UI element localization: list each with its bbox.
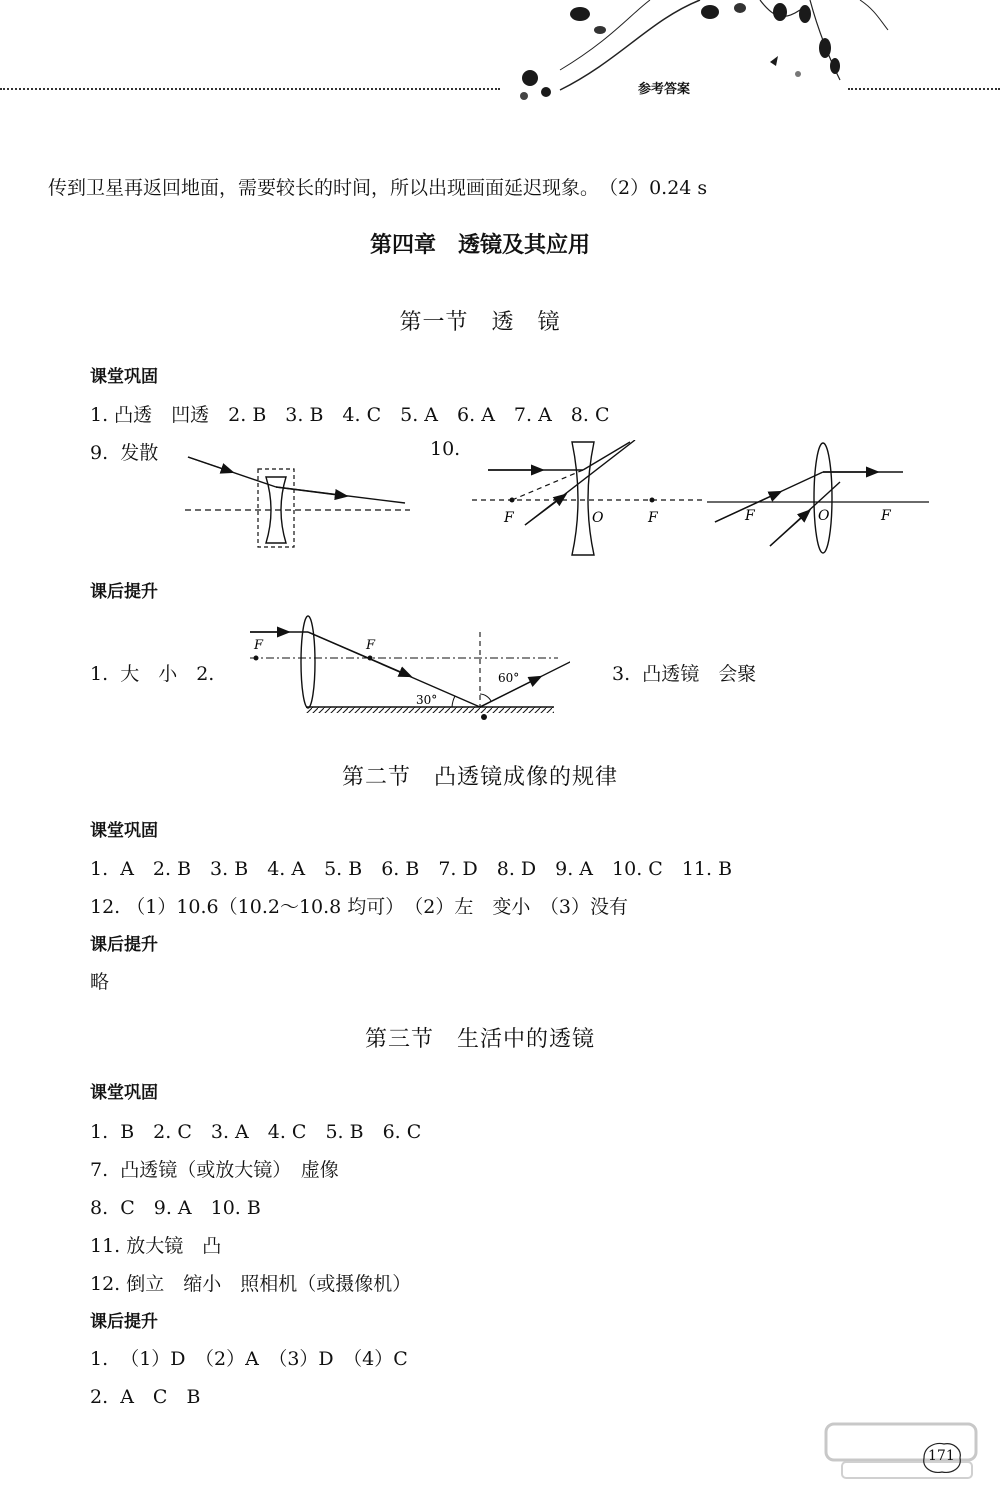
page-number: 171 [928, 1448, 955, 1464]
fig-after-F-right: F [366, 638, 376, 653]
section1-after-3: 3. 凸透镜 会聚 [612, 663, 757, 685]
section2-answers-1-11: 1. A 2. B 3. B 4. A 5. B 6. B 7. D 8. D 9. A 10. C 11. B [90, 858, 733, 880]
fig-after-F-left: F [254, 638, 264, 653]
fig10b-F-left: F [745, 508, 755, 524]
section3-after-1: 1. （1）D （2）A （3）D （4）C [90, 1348, 408, 1370]
figure-9-concave-lens [180, 455, 415, 555]
section2-sub1: 课堂巩固 [90, 821, 158, 841]
section3-answers-8-10: 8. C 9. A 10. B [90, 1197, 261, 1219]
section1-sub1: 课堂巩固 [90, 367, 158, 387]
section3-answer-7: 7. 凸透镜（或放大镜） 虚像 [90, 1159, 339, 1181]
section1-answer-10: 10. [430, 438, 461, 460]
header-rule-left [0, 88, 500, 90]
fig-after-angle-30: 30° [416, 693, 438, 707]
section2-answer-12: 12. （1）10.6（10.2～10.8 均可） （2）左 变小 （3）没有 [90, 896, 628, 918]
fig10a-O: O [592, 510, 604, 526]
section2-title: 第二节 凸透镜成像的规律 [341, 765, 618, 790]
section3-answer-12: 12. 倒立 缩小 照相机（或摄像机） [90, 1273, 412, 1295]
fig10b-F-right: F [881, 508, 891, 524]
section1-answers-1-8: 1. 凸透 凹透 2. B 3. B 4. C 5. A 6. A 7. A 8. C [90, 404, 610, 426]
continuation-text: 传到卫星再返回地面，需要较长的时间，所以出现画面延迟现象。 （2）0.24 s [48, 177, 708, 199]
header-rule-right [848, 88, 1000, 90]
figure-10b-convex-lens [705, 440, 935, 558]
section1-sub2: 课后提升 [90, 582, 158, 602]
section2-sub2: 课后提升 [90, 935, 158, 955]
fig-after-angle-60: 60° [498, 671, 520, 685]
section1-answer-9: 9. 发散 [90, 442, 159, 464]
section3-after-2: 2. A C B [90, 1386, 201, 1408]
fig10a-F-right: F [648, 510, 658, 526]
section3-answer-11: 11. 放大镜 凸 [90, 1235, 222, 1257]
section3-answers-1-6: 1. B 2. C 3. A 4. C 5. B 6. C [90, 1121, 422, 1143]
section2-after: 略 [90, 971, 110, 993]
figure-after-2-lens-mirror [240, 612, 570, 724]
section1-after-1-2: 1. 大 小 2. [90, 663, 215, 685]
chapter-title: 第四章 透镜及其应用 [369, 233, 590, 258]
figure-10a-concave-lens [470, 440, 710, 560]
section3-title: 第三节 生活中的透镜 [364, 1027, 595, 1052]
fig10a-F-left: F [504, 510, 514, 526]
section3-sub2: 课后提升 [90, 1312, 158, 1332]
section3-sub1: 课堂巩固 [90, 1083, 158, 1103]
header-title: 参考答案 [638, 82, 691, 97]
fig10b-O: O [818, 508, 830, 524]
section1-title: 第一节 透 镜 [399, 310, 561, 335]
floral-decoration [500, 0, 900, 110]
